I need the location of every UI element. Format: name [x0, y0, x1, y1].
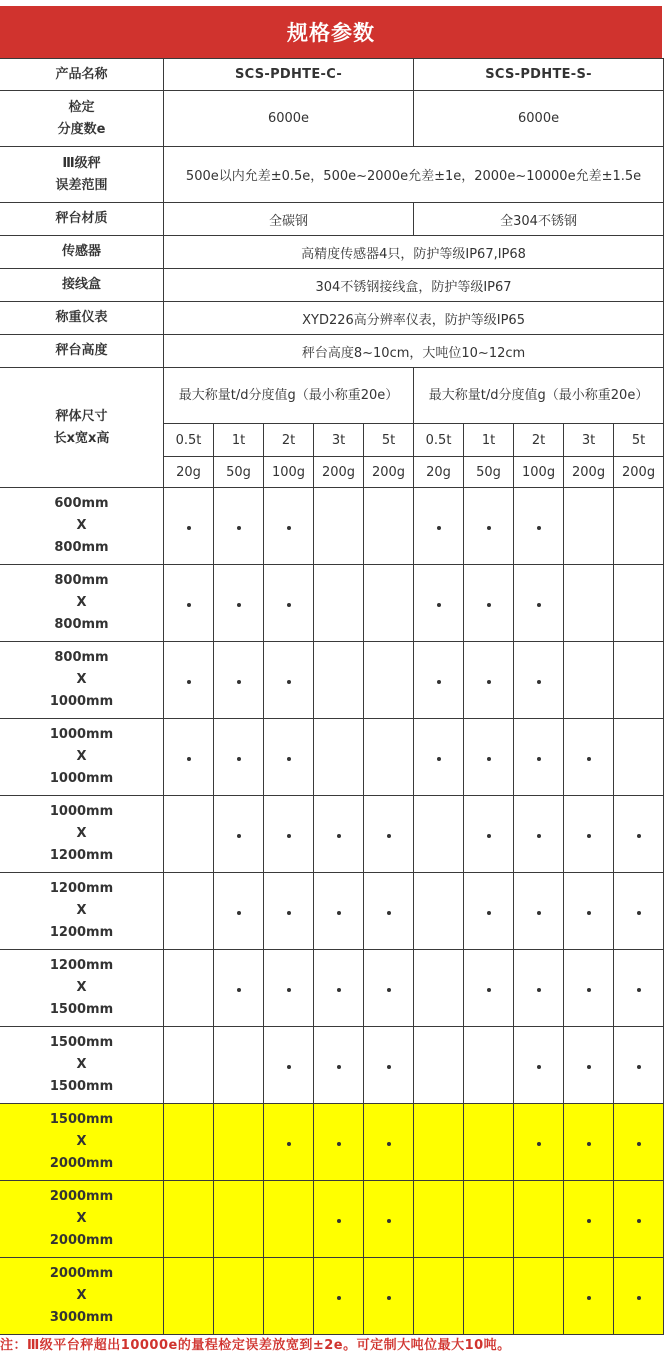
- dot-icon: [437, 680, 441, 684]
- dot-icon: [587, 988, 591, 992]
- dot-icon: [187, 680, 191, 684]
- availability-cell: [614, 950, 664, 1027]
- availability-cell: [214, 873, 264, 950]
- dot-icon: [237, 988, 241, 992]
- size-label: 1000mm X 1200mm: [0, 796, 164, 873]
- size-label: 1200mm X 1500mm: [0, 950, 164, 1027]
- dot-icon: [537, 834, 541, 838]
- availability-cell: [564, 796, 614, 873]
- spec-table: [0, 58, 664, 1335]
- availability-cell: [364, 873, 414, 950]
- availability-cell: [514, 719, 564, 796]
- row-height: [0, 335, 664, 368]
- availability-cell: [564, 719, 614, 796]
- availability-cell: [314, 1027, 364, 1104]
- availability-cell: [464, 950, 514, 1027]
- size-label: 800mm X 1000mm: [0, 642, 164, 719]
- dot-icon: [537, 757, 541, 761]
- availability-cell: [214, 642, 264, 719]
- availability-cell: [414, 950, 464, 1027]
- dot-icon: [437, 757, 441, 761]
- availability-cell: [464, 565, 514, 642]
- sensor-value: 高精度传感器4只，防护等级IP67,IP68: [164, 236, 664, 269]
- dot-icon: [587, 834, 591, 838]
- availability-cell: [614, 796, 664, 873]
- availability-cell: [514, 1258, 564, 1335]
- availability-cell: [214, 950, 264, 1027]
- dot-icon: [537, 526, 541, 530]
- dot-icon: [187, 757, 191, 761]
- division-carbon: 6000e: [164, 91, 414, 147]
- model-carbon: SCS-PDHTE-C-: [164, 59, 414, 91]
- size-label: 1500mm X 2000mm: [0, 1104, 164, 1181]
- dot-icon: [287, 1065, 291, 1069]
- availability-cell: [364, 565, 414, 642]
- dot-icon: [487, 603, 491, 607]
- table-row: [0, 873, 664, 950]
- availability-cell: [364, 1104, 414, 1181]
- availability-cell: [164, 565, 214, 642]
- availability-cell: [514, 1181, 564, 1258]
- dot-icon: [637, 834, 641, 838]
- availability-cell: [214, 488, 264, 565]
- availability-cell: [364, 488, 414, 565]
- dot-icon: [237, 603, 241, 607]
- capacity-heading-stainless: 最大称量t/d分度值g（最小称重20e）: [414, 368, 664, 424]
- availability-cell: [264, 1181, 314, 1258]
- row-sensor: [0, 236, 664, 269]
- row-junction-box: [0, 269, 664, 302]
- division-header: 200g: [614, 457, 664, 488]
- availability-cell: [464, 1181, 514, 1258]
- division-header: 50g: [214, 457, 264, 488]
- label-junction-box: 接线盒: [0, 269, 164, 302]
- table-row: [0, 950, 664, 1027]
- size-label: 600mm X 800mm: [0, 488, 164, 565]
- row-division: [0, 91, 664, 147]
- availability-cell: [464, 1104, 514, 1181]
- label-sensor: 传感器: [0, 236, 164, 269]
- availability-cell: [564, 565, 614, 642]
- label-indicator: 称重仪表: [0, 302, 164, 335]
- dot-icon: [337, 1065, 341, 1069]
- availability-cell: [614, 719, 664, 796]
- availability-cell: [364, 1181, 414, 1258]
- availability-cell: [214, 1258, 264, 1335]
- capacity-header: 0.5t: [414, 424, 464, 457]
- dot-icon: [237, 680, 241, 684]
- capacity-header: 3t: [314, 424, 364, 457]
- dot-icon: [487, 988, 491, 992]
- dot-icon: [387, 1142, 391, 1146]
- division-stainless: 6000e: [414, 91, 664, 147]
- dot-icon: [587, 1065, 591, 1069]
- division-header: 200g: [564, 457, 614, 488]
- availability-cell: [264, 1027, 314, 1104]
- availability-cell: [314, 1181, 364, 1258]
- availability-cell: [164, 719, 214, 796]
- size-label: 1000mm X 1000mm: [0, 719, 164, 796]
- availability-cell: [564, 488, 614, 565]
- spec-title: 规格参数: [0, 6, 662, 58]
- availability-cell: [414, 1181, 464, 1258]
- dot-icon: [237, 834, 241, 838]
- material-carbon: 全碳钢: [164, 203, 414, 236]
- dot-icon: [537, 680, 541, 684]
- availability-cell: [364, 719, 414, 796]
- availability-cell: [614, 642, 664, 719]
- table-row: [0, 565, 664, 642]
- dot-icon: [437, 526, 441, 530]
- label-size: 秤体尺寸 长x宽x高: [0, 368, 164, 488]
- capacity-header: 1t: [214, 424, 264, 457]
- availability-cell: [314, 642, 364, 719]
- division-header: 100g: [514, 457, 564, 488]
- availability-cell: [214, 565, 264, 642]
- dot-icon: [287, 757, 291, 761]
- capacity-header: 5t: [614, 424, 664, 457]
- dot-icon: [187, 526, 191, 530]
- model-stainless: SCS-PDHTE-S-: [414, 59, 664, 91]
- dot-icon: [387, 834, 391, 838]
- availability-cell: [164, 488, 214, 565]
- table-row: [0, 1027, 664, 1104]
- indicator-value: XYD226高分辨率仪表，防护等级IP65: [164, 302, 664, 335]
- availability-cell: [214, 1027, 264, 1104]
- availability-cell: [314, 1104, 364, 1181]
- dot-icon: [387, 911, 391, 915]
- dot-icon: [387, 1296, 391, 1300]
- availability-cell: [514, 796, 564, 873]
- capacity-heading-carbon: 最大称量t/d分度值g（最小称重20e）: [164, 368, 414, 424]
- size-label: 1500mm X 1500mm: [0, 1027, 164, 1104]
- division-header: 200g: [314, 457, 364, 488]
- availability-cell: [264, 488, 314, 565]
- dot-icon: [587, 1219, 591, 1223]
- dot-icon: [637, 1065, 641, 1069]
- dot-icon: [337, 1142, 341, 1146]
- dot-icon: [337, 988, 341, 992]
- division-header: 20g: [164, 457, 214, 488]
- availability-cell: [264, 796, 314, 873]
- size-label: 2000mm X 3000mm: [0, 1258, 164, 1335]
- dot-icon: [287, 526, 291, 530]
- table-row: [0, 1104, 664, 1181]
- dot-icon: [287, 603, 291, 607]
- dot-icon: [237, 526, 241, 530]
- availability-cell: [164, 642, 214, 719]
- availability-cell: [514, 565, 564, 642]
- dot-icon: [487, 834, 491, 838]
- row-product-name: [0, 59, 664, 91]
- table-row: [0, 488, 664, 565]
- availability-cell: [614, 488, 664, 565]
- availability-cell: [414, 1027, 464, 1104]
- label-error-range: Ⅲ级秤 误差范围: [0, 147, 164, 203]
- row-indicator: [0, 302, 664, 335]
- dot-icon: [587, 1296, 591, 1300]
- dot-icon: [587, 911, 591, 915]
- availability-cell: [314, 488, 364, 565]
- availability-cell: [164, 950, 214, 1027]
- availability-cell: [464, 1258, 514, 1335]
- table-row: [0, 719, 664, 796]
- availability-cell: [564, 1104, 614, 1181]
- availability-cell: [564, 1258, 614, 1335]
- division-header: 20g: [414, 457, 464, 488]
- availability-cell: [614, 1258, 664, 1335]
- label-material: 秤台材质: [0, 203, 164, 236]
- row-material: [0, 203, 664, 236]
- capacity-header: 0.5t: [164, 424, 214, 457]
- availability-cell: [614, 1181, 664, 1258]
- availability-cell: [514, 873, 564, 950]
- dot-icon: [287, 1142, 291, 1146]
- table-row: [0, 1181, 664, 1258]
- availability-cell: [314, 950, 364, 1027]
- row-error-range: [0, 147, 664, 203]
- capacity-header: 2t: [514, 424, 564, 457]
- capacity-header: 1t: [464, 424, 514, 457]
- dot-icon: [637, 988, 641, 992]
- dot-icon: [287, 911, 291, 915]
- availability-cell: [364, 796, 414, 873]
- dot-icon: [637, 1142, 641, 1146]
- dot-icon: [337, 911, 341, 915]
- label-division: 检定 分度数e: [0, 91, 164, 147]
- dot-icon: [387, 988, 391, 992]
- capacity-header: 5t: [364, 424, 414, 457]
- availability-cell: [164, 1258, 214, 1335]
- size-label: 2000mm X 2000mm: [0, 1181, 164, 1258]
- availability-cell: [464, 1027, 514, 1104]
- availability-cell: [164, 1104, 214, 1181]
- dot-icon: [587, 1142, 591, 1146]
- dot-icon: [337, 1219, 341, 1223]
- availability-cell: [414, 796, 464, 873]
- dot-icon: [337, 834, 341, 838]
- footnote: 注：Ⅲ级平台秤超出10000e的量程检定误差放宽到±2e。可定制大吨位最大10吨。: [0, 1338, 511, 1353]
- availability-cell: [414, 873, 464, 950]
- availability-cell: [414, 565, 464, 642]
- junction-box-value: 304不锈钢接线盒，防护等级IP67: [164, 269, 664, 302]
- availability-cell: [214, 1104, 264, 1181]
- availability-cell: [464, 642, 514, 719]
- availability-cell: [464, 873, 514, 950]
- dot-icon: [387, 1219, 391, 1223]
- availability-cell: [514, 950, 564, 1027]
- dot-icon: [187, 603, 191, 607]
- dot-icon: [437, 603, 441, 607]
- table-row: [0, 796, 664, 873]
- availability-cell: [164, 796, 214, 873]
- dot-icon: [487, 911, 491, 915]
- dot-icon: [287, 988, 291, 992]
- availability-cell: [614, 1027, 664, 1104]
- availability-cell: [414, 719, 464, 796]
- availability-cell: [464, 796, 514, 873]
- dot-icon: [487, 526, 491, 530]
- availability-cell: [564, 642, 614, 719]
- availability-cell: [264, 873, 314, 950]
- availability-cell: [214, 719, 264, 796]
- dot-icon: [537, 603, 541, 607]
- dot-icon: [387, 1065, 391, 1069]
- availability-cell: [164, 1027, 214, 1104]
- dot-icon: [287, 680, 291, 684]
- size-label: 1200mm X 1200mm: [0, 873, 164, 950]
- availability-cell: [564, 1027, 614, 1104]
- availability-cell: [464, 719, 514, 796]
- availability-cell: [614, 1104, 664, 1181]
- availability-cell: [514, 1104, 564, 1181]
- dot-icon: [537, 1065, 541, 1069]
- availability-cell: [464, 488, 514, 565]
- dot-icon: [537, 911, 541, 915]
- dot-icon: [587, 757, 591, 761]
- availability-cell: [514, 488, 564, 565]
- availability-cell: [314, 873, 364, 950]
- capacity-header: 3t: [564, 424, 614, 457]
- dot-icon: [637, 1219, 641, 1223]
- dot-icon: [537, 988, 541, 992]
- availability-cell: [314, 565, 364, 642]
- height-value: 秤台高度8~10cm，大吨位10~12cm: [164, 335, 664, 368]
- availability-cell: [614, 565, 664, 642]
- material-stainless: 全304不锈钢: [414, 203, 664, 236]
- availability-cell: [314, 1258, 364, 1335]
- availability-cell: [414, 1258, 464, 1335]
- availability-cell: [314, 796, 364, 873]
- availability-cell: [414, 1104, 464, 1181]
- division-header: 50g: [464, 457, 514, 488]
- availability-cell: [564, 873, 614, 950]
- dot-icon: [487, 680, 491, 684]
- row-capacity-heading: [0, 368, 664, 424]
- availability-cell: [264, 1258, 314, 1335]
- size-label: 800mm X 800mm: [0, 565, 164, 642]
- availability-cell: [364, 642, 414, 719]
- availability-cell: [264, 950, 314, 1027]
- division-header: 200g: [364, 457, 414, 488]
- availability-cell: [564, 950, 614, 1027]
- label-height: 秤台高度: [0, 335, 164, 368]
- division-header: 100g: [264, 457, 314, 488]
- dot-icon: [237, 757, 241, 761]
- dot-icon: [337, 1296, 341, 1300]
- availability-cell: [314, 719, 364, 796]
- availability-cell: [364, 950, 414, 1027]
- availability-cell: [264, 642, 314, 719]
- dot-icon: [537, 1142, 541, 1146]
- availability-cell: [264, 1104, 314, 1181]
- dot-icon: [487, 757, 491, 761]
- availability-cell: [414, 488, 464, 565]
- availability-cell: [414, 642, 464, 719]
- dot-icon: [237, 911, 241, 915]
- availability-cell: [364, 1258, 414, 1335]
- capacity-header: 2t: [264, 424, 314, 457]
- availability-cell: [564, 1181, 614, 1258]
- dot-icon: [637, 1296, 641, 1300]
- table-row: [0, 1258, 664, 1335]
- availability-cell: [264, 565, 314, 642]
- availability-cell: [614, 873, 664, 950]
- availability-cell: [364, 1027, 414, 1104]
- dot-icon: [637, 911, 641, 915]
- dot-icon: [287, 834, 291, 838]
- availability-cell: [514, 1027, 564, 1104]
- availability-cell: [214, 796, 264, 873]
- table-row: [0, 642, 664, 719]
- availability-cell: [164, 1181, 214, 1258]
- availability-cell: [264, 719, 314, 796]
- availability-cell: [514, 642, 564, 719]
- error-range-value: 500e以内允差±0.5e，500e~2000e允差±1e，2000e~10000e允差±1.5e: [164, 147, 664, 203]
- availability-cell: [164, 873, 214, 950]
- availability-cell: [214, 1181, 264, 1258]
- label-product-name: 产品名称: [0, 59, 164, 91]
